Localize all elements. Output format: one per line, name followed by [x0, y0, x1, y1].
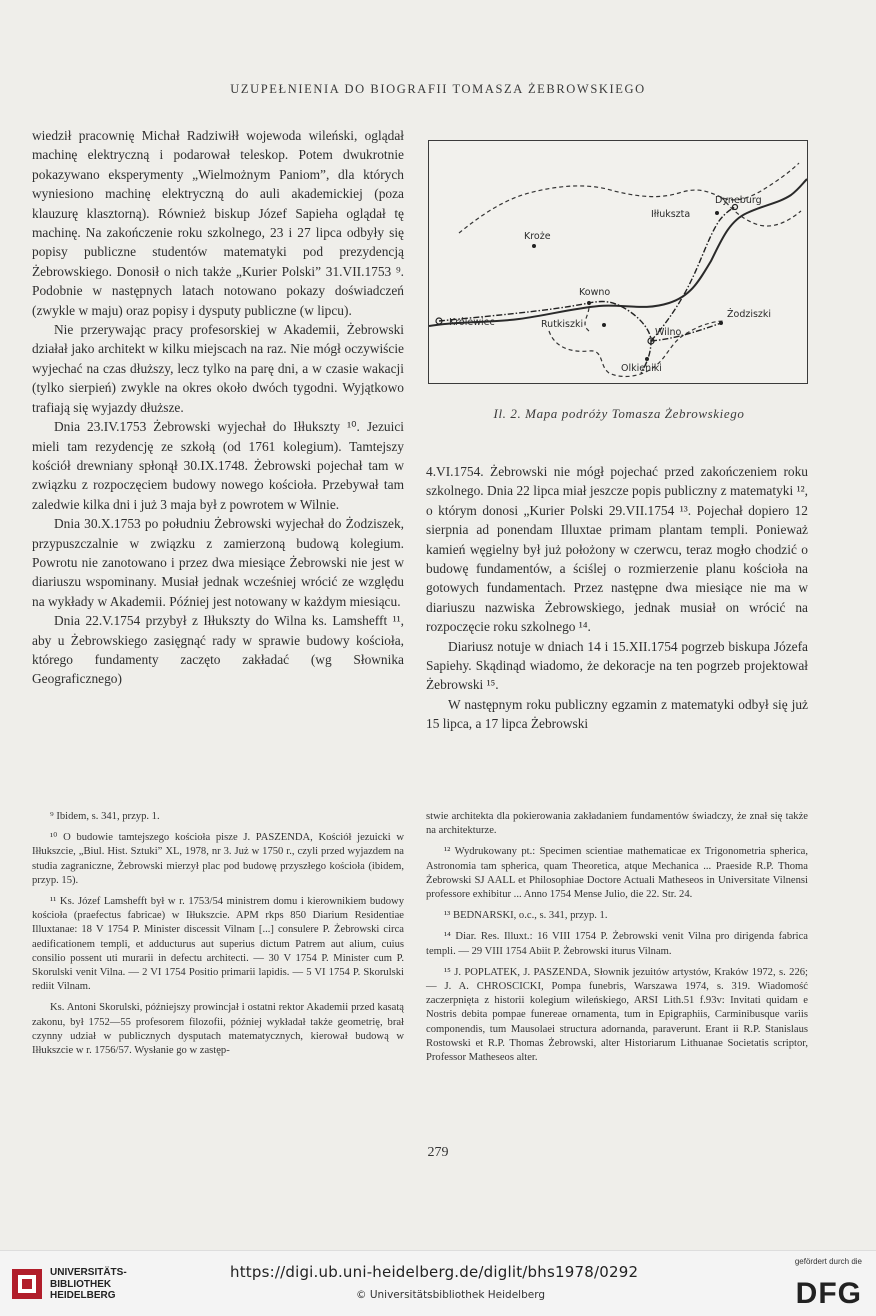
map-label-zodziszki: Żodziszki	[727, 309, 772, 320]
map-label-kroze: Kroże	[524, 231, 551, 242]
map-label-olkieniki: Olkieniki	[621, 363, 662, 374]
footnotes-left	[32, 810, 404, 1065]
footnote: ¹³ BEDNARSKI, o.c., s. 341, przyp. 1.	[444, 910, 608, 922]
right-column	[426, 462, 808, 734]
paragraph: Diariusz notuje w dniach 14 i 15.XII.1754 pogrzeb biskupa Józefa Sapiehy. Skądinąd wiadomo, że dekoracje na ten pogrzeb projektował Żebrowski ¹⁵.	[426, 638, 808, 693]
left-column	[32, 126, 404, 689]
town-marker	[587, 301, 591, 305]
footnote: ¹¹ Ks. Józef Lamshefft był w r. 1753/54 ministrem domu i kierownikiem budowy kościoła (praefectus fabricae) w Iłłukszcie. APM rkps 850 Diarium Residentiae Illuxtanae: 18 V 1754 P. Minister discessit Vilnam [...] consulere P. Żebrowski circa aedificationem templi, et adducturus aut superius dictum Patrem aut alium, cuius consilio possent uti murarii in defectu architecti. — 30 V 1754 P. Minister cum P. Skorulski venit Vilna. — 2 VI 1754 Positio primarii lapidis. — 5 VI 1754 P. Skorulski rediit Vilnam.	[32, 896, 404, 993]
copyright-notice: © Universitätsbibliothek Heidelberg	[356, 1289, 546, 1301]
map-label-krolewiec: Królewiec	[449, 317, 495, 328]
dfg-wordmark: DFG	[795, 1277, 862, 1310]
paragraph: Nie przerywając pracy profesorskiej w Akademii, Żebrowski działał jako architekt w kilku miejscach na raz. Nie mógł oczywiście wyjechać na czas dłuższy, lecz tylko na parę dni, a w czasie wakacji (tylko sierpień) zwykle na okres około dwóch tygodni. Wyjątkowo trafiają się wyjazdy dłuższe.	[32, 322, 404, 415]
town-marker	[532, 244, 536, 248]
footnote: Ks. Antoni Skorulski, późniejszy prowincjał i ostatni rektor Akademii przed kasatą zakonu, był 1752—55 profesorem filozofii, później wykładał także geometrię, brał czynny udział w publicznych dysputach matematycznych, kierował budową w Iłłukszcie w r. 1756/57. Wysłanie go w zastęp-	[32, 1002, 404, 1057]
footnote: ⁹ Ibidem, s. 341, przyp. 1.	[50, 811, 160, 822]
funded-by-label: gefördert durch die	[794, 1257, 862, 1266]
footnote: ¹⁰ O budowie tamtejszego kościoła pisze J. PASZENDA, Kościół jezuicki w Iłłukszcie, „Biul. Hist. Sztuki” XL, 1978, nr 3. Już w 1750 r., czyli przed wyjazdem na studia zagraniczne, Żebrowski mierzył plac pod budowę przyszłego kościoła (ibidem, przyp. 15).	[32, 832, 404, 886]
permalink-url[interactable]: https://digi.ub.uni-heidelberg.de/diglit/bhs1978/0292	[230, 1263, 639, 1281]
paragraph: Dnia 30.X.1753 po południu Żebrowski wyjechał do Żodziszek, przypuszczalnie w związku z zamierzoną budową kolegium. Powrotu nie zanotowano i przez dwa miesiące Żebrowski nie jest w diariuszu wspominany. Musiał jednak wcześniej wrócić ze względu na wykłady w Akademii. Później jest notowany w każdym miesiącu.	[32, 516, 404, 609]
footnote: ¹² Wydrukowany pt.: Specimen scientiae mathematicae ex Trigonometria spherica, Astronomia tam spherica, quam Theoretica, atque Mechanica ... Praeside R.P. Thoma Żebrowski SJ AALL et Philosophiae Doctore Actuali Matheseos in Universitate Vilnensi professore exhibitur ... Anno 1754 Mense Julio, die 22. Str. 24.	[426, 846, 808, 901]
library-name: UNIVERSITÄTS- BIBLIOTHEK HEIDELBERG	[50, 1267, 127, 1301]
running-head: UZUPEŁNIENIA DO BIOGRAFII TOMASZA ŻEBROWSKIEGO	[230, 82, 646, 96]
footnote: ¹⁵ J. POPLATEK, J. PASZENDA, Słownik jezuitów artystów, Kraków 1972, s. 226; — J. A. CHROSCICKI, Pompa funebris, Warszawa 1974, s. 319. Wiadomość zaczerpnięta z historii kolegium wileńskiego, ARSI Lith.51 f.93v: Invitati quidam e Nostris debita pompae funereae ornamenta, tum in Epigraphiis, Carminibusque variis componendis, tum Mausolaei structura adornanda, paraverunt. Erant ii R.P. Stanislaus Rostowski et R.P. Thomas Żebrowski, alter Historiarum Lithuanae Societatis scriptor, Professor Matheseos alter.	[426, 966, 808, 1064]
library-seal-icon	[10, 1267, 44, 1301]
paragraph: Dnia 23.IV.1753 Żebrowski wyjechał do Iłłukszty ¹⁰. Jezuici mieli tam rezydencję ze szkołą (od 1761 kolegium). Tamtejszy kościół drewniany spłonął 30.IX.1748. Żebrowski pojechał tam w związku z rozpoczęciem budowy nowego kościoła. Przebywał tam zaledwie kilka dni i już 3 maja był z powrotem w Wilnie.	[32, 419, 404, 512]
town-marker	[715, 211, 719, 215]
map-label-dyneburg: Dyneburg	[715, 195, 762, 206]
paragraph: wiedził pracownię Michał Radziwiłł wojewoda wileński, oglądał machinę elektryczną i podarował teleskop. Potem dwukrotnie pokazywano eksperymenty „Wielmożnym Paniom”, dla których wyniesiono machinę elektryczną do auli akademickiej (poza klauzurę klasztorną). Również biskup Józef Sapieha oglądał tę machinę. Na zakończenie roku szkolnego, 23 i 27 lipca odbyły się popisy publiczne studentów matematyki pod prezydencją Żebrowskiego. Donosił o nich także „Kurier Polski” 31.VII.1753 ⁹. Podobnie w następnych latach notowano pokazy doświadczeń (zwykle w maju) oraz popisy i dysputy publiczne (w lipcu).	[32, 128, 404, 318]
travel-map	[428, 140, 808, 384]
map-label-wilno: Wilno	[655, 327, 682, 338]
map-label-kowno: Kowno	[579, 287, 611, 298]
paragraph: Dnia 22.V.1754 przybył z Iłłukszty do Wilna ks. Lamshefft ¹¹, aby u Żebrowskiego zasięgnąć rady w sprawie budowy kościoła, którego fundamenty zaczęto zakładać (wg Słownika Geograficznego)	[32, 613, 404, 687]
town-marker	[719, 321, 723, 325]
page-number: 279	[427, 1145, 449, 1160]
paragraph: 4.VI.1754. Żebrowski nie mógł pojechać przed zakończeniem roku szkolnego. Dnia 22 lipca miał jeszcze popis publiczny z matematyki ¹², o którym donosi „Kurier Polski 29.VII.1754 ¹³. Pojechał dopiero 12 sierpnia ad ponendam Illuxtae primam plantam templi. Ponieważ kamień węgielny był już położony w czerwcu, teraz mogło chodzić o budowę fundamentów, a ściślej o rozmierzenie planu kościoła na gotowych fundamentach. Przez następne dwa miesiące nie ma w diariuszu nazwiska Żebrowskiego, jednak musiał on wrócić na rozpoczęcie roku szkolnego ¹⁴.	[426, 464, 808, 635]
footnote: stwie architekta dla pokierowania zakładaniem fundamentów świadczy, że znał się także na architekturze.	[426, 811, 808, 837]
university-library-logo[interactable]	[10, 1263, 200, 1305]
dfg-logo[interactable]	[766, 1257, 862, 1311]
map-label-illukszta: Iłłukszta	[651, 209, 691, 220]
paragraph: W następnym roku publiczny egzamin z matematyki odbył się już 15 lipca, a 17 lipca Żebrowski	[426, 696, 808, 732]
town-marker	[602, 323, 606, 327]
footnote: ¹⁴ Diar. Res. Illuxt.: 16 VIII 1754 P. Żebrowski venit Vilna pro dirigenda fabrica templi. — 29 VIII 1754 Abiit P. Żebrowski iturus Vilnam.	[426, 931, 808, 957]
route-west	[439, 302, 651, 373]
map-label-rutkiszki: Rutkiszki	[541, 319, 584, 330]
figure-caption: Il. 2. Mapa podróży Tomasza Żebrowskiego	[493, 406, 745, 421]
footnotes-right	[426, 810, 808, 1072]
town-marker	[645, 357, 649, 361]
viewer-footer	[0, 1250, 876, 1316]
border-segment	[585, 301, 589, 331]
map-lines	[429, 141, 807, 383]
